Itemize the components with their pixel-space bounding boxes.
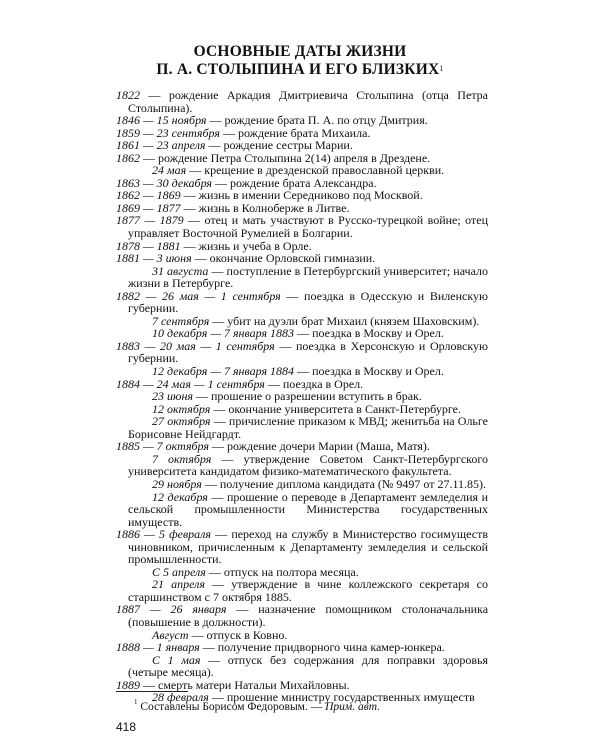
entry-date: 1862 — 1869 bbox=[116, 188, 181, 203]
chronology-entry: 1863 — 30 декабря — рождение брата Александра. bbox=[116, 175, 377, 190]
entry-text: отец и мать участвуют в Русско-турецкой войне; отец управляет Восточной Румелией в Болгарии. bbox=[128, 213, 488, 241]
entry-date: 1862 bbox=[116, 150, 140, 165]
entry-date: С 1 мая bbox=[152, 652, 201, 667]
chronology-entry: 1862 — 1869 — жизнь в имении Середниково под Москвой. bbox=[116, 188, 423, 203]
footnote bbox=[134, 696, 494, 714]
chronology-entry: 1822 — рождение Аркадия Дмитриевича Столыпина (отца Петра Столыпина). bbox=[116, 88, 489, 115]
footnote-mark: 1 bbox=[134, 698, 138, 706]
chronology-entry: 12 декабря — 7 января 1884 — поездка в Москву и Орел. bbox=[152, 364, 444, 379]
chronology-entry: 1884 — 24 мая — 1 сентября — поездка в Орел. bbox=[116, 376, 364, 391]
chronology-entry: 1883 — 20 мая — 1 сентября — поездка в Херсонскую и Орловскую губернии. bbox=[116, 338, 489, 366]
entry-text: утверждение в чине коллежского секретаря со старшинством с 7 октября 1885. bbox=[128, 577, 489, 604]
entry-text: смерть матери Натальи Михайловны. bbox=[158, 677, 350, 692]
chronology-entry: 21 апреля — утверждение в чине коллежского секретаря со старшинством с 7 октября 1885. bbox=[128, 577, 489, 604]
entry-text: прошение о переводе в Департамент земледелия и сельской промышленности Министерства государственных имуществ. bbox=[128, 489, 489, 529]
chronology-entry: С 1 мая — отпуск без содержания для поправки здоровья (четыре месяца). bbox=[128, 652, 488, 680]
entry-text: убит на дуэли брат Михаил (князем Шаховским). bbox=[227, 313, 480, 328]
chronology-entry: 1881 — 3 июня — окончание Орловской гимназии. bbox=[116, 251, 376, 266]
entry-text: поездка в Херсонскую и Орловскую губернии. bbox=[128, 338, 489, 366]
chronology-entry: 31 августа — поступление в Петербургский университет; начало жизни в Петербурге. bbox=[128, 263, 489, 291]
entry-text: отпуск на полтора месяца. bbox=[223, 564, 359, 579]
page-number: 418 bbox=[116, 720, 137, 734]
entry-date: 1877 — 1879 bbox=[116, 213, 184, 228]
chronology-entry: 1869 — 1877 — жизнь в Колноберже в Литве. bbox=[116, 200, 350, 215]
entry-text: поступление в Петербургский университет; начало жизни в Петербурге. bbox=[128, 263, 489, 291]
entry-date: 10 декабря — 7 января 1883 bbox=[152, 326, 295, 341]
entry-date: 23 июня bbox=[152, 389, 193, 404]
entry-text: отпуск в Ковно. bbox=[206, 627, 288, 642]
entry-date: 1846 — 15 ноября bbox=[116, 113, 207, 128]
chronology-entry: 10 декабря — 7 января 1883 — поездка в Москву и Орел. bbox=[152, 326, 444, 341]
entry-date: 27 октября bbox=[152, 414, 211, 429]
chronology-entry: 28 февраля — прошение министру государственных имуществ bbox=[152, 690, 475, 705]
entry-date: 1884 — 24 мая — 1 сентября bbox=[116, 376, 265, 391]
entry-text: жизнь и учеба в Орле. bbox=[198, 238, 312, 253]
entry-date: 29 ноября bbox=[152, 476, 202, 491]
entry-text: рождение Петра Столыпина 2(14) апреля в Дрездене. bbox=[158, 150, 431, 165]
entry-date: 12 октября bbox=[152, 401, 211, 416]
entry-date: 1889 bbox=[116, 677, 140, 692]
chronology-entry: С 5 апреля — отпуск на полтора месяца. bbox=[152, 564, 359, 579]
entry-date: 1883 — 20 мая — 1 сентября bbox=[116, 338, 275, 353]
entry-text: окончание университета в Санкт-Петербурге. bbox=[228, 401, 461, 416]
chronology-entry: 1885 — 7 октября — рождение дочери Марии (Маша, Матя). bbox=[116, 439, 430, 454]
entry-text: жизнь в Колноберже в Литве. bbox=[198, 200, 350, 215]
page-title-line-2 bbox=[0, 60, 600, 79]
entry-date: 1878 — 1881 bbox=[116, 238, 181, 253]
chronology-entry: 1882 — 26 мая — 1 сентября — поездка в Одесскую и Виленскую губернии. bbox=[116, 288, 488, 316]
entry-text: рождение дочери Марии (Маша, Матя). bbox=[226, 439, 430, 454]
chronology-entry: 27 октября — причисление приказом к МВД; женитьба на Ольге Борисовне Нейдгардт. bbox=[128, 414, 488, 441]
entry-text: прошение министру государственных имуществ bbox=[226, 690, 475, 705]
entry-text: поездка в Одесскую и Виленскую губернии. bbox=[128, 288, 488, 316]
title-text-2: П. А. СТОЛЫПИНА И ЕГО БЛИЗКИХ bbox=[156, 61, 440, 78]
chronology-entry: 1861 — 23 апреля — рождение сестры Марии. bbox=[116, 138, 353, 153]
title-text-1: ОСНОВНЫЕ ДАТЫ ЖИЗНИ bbox=[193, 43, 407, 60]
chronology-entry: 1886 — 5 февраля — переход на службу в Министерство госимуществ чиновником, причисленным к Департаменту земледелия и сельской промышленности. bbox=[116, 527, 488, 567]
chronology-entry: 29 ноября — получение диплома кандидата (№ 9497 от 27.11.85). bbox=[152, 476, 487, 491]
entry-date: 31 августа bbox=[152, 263, 209, 278]
entry-text: жизнь в имении Середниково под Москвой. bbox=[198, 188, 423, 203]
entry-date: Август bbox=[152, 627, 189, 642]
chronology-entry: 1888 — 1 января — получение придворного чина камер-юнкера. bbox=[116, 640, 445, 655]
entry-text: прошение о разрешении вступить в брак. bbox=[211, 389, 422, 404]
entry-date: 1861 — 23 апреля bbox=[116, 138, 206, 153]
chronology-entry: 12 октября — окончание университета в Санкт-Петербурге. bbox=[152, 401, 461, 416]
chronology-entry: 1859 — 23 сентября — рождение брата Михаила. bbox=[116, 125, 371, 140]
entry-date: 1863 — 30 декабря bbox=[116, 175, 212, 190]
entry-date: 1882 — 26 мая — 1 сентября bbox=[116, 288, 281, 303]
entry-date: 28 февраля bbox=[152, 690, 209, 705]
entry-date: С 5 апреля bbox=[152, 564, 206, 579]
entry-date: 12 декабря — 7 января 1884 bbox=[152, 364, 295, 379]
chronology-entry: 1877 — 1879 — отец и мать участвуют в Русско-турецкой войне; отец управляет Восточной Румелией в Болгарии. bbox=[116, 213, 488, 241]
entry-date: 1881 — 3 июня bbox=[116, 251, 192, 266]
entry-text: крещение в дрезденской православной церкви. bbox=[204, 163, 445, 178]
entry-text: получение диплома кандидата (№ 9497 от 27.11.85). bbox=[219, 476, 487, 491]
chronology-entry: 1862 — рождение Петра Столыпина 2(14) апреля в Дрездене. bbox=[116, 150, 431, 165]
entry-date: 1886 — 5 февраля bbox=[116, 527, 211, 542]
chronology-entry: 24 мая — крещение в дрезденской православной церкви. bbox=[152, 163, 445, 178]
entry-text: отпуск без содержания для поправки здоровья (четыре месяца). bbox=[128, 652, 488, 680]
entry-text: переход на службу в Министерство госимуществ чиновником, причисленным к Департаменту земледелия и сельской промышленности. bbox=[128, 527, 488, 567]
chronology-entry: 7 октября — утверждение Советом Санкт-Петербургского университета кандидатом физико-математического факультета. bbox=[128, 451, 488, 479]
chronology-entry: 1878 — 1881 — жизнь и учеба в Орле. bbox=[116, 238, 312, 253]
entry-text: окончание Орловской гимназии. bbox=[209, 251, 376, 266]
footnote-divider bbox=[116, 691, 188, 692]
entry-date: 1885 — 7 октября bbox=[116, 439, 209, 454]
entry-text: получение придворного чина камер-юнкера. bbox=[217, 640, 445, 655]
entry-text: причисление приказом к МВД; женитьба на Ольге Борисовне Нейдгардт. bbox=[128, 414, 488, 441]
entry-text: рождение брата Александра. bbox=[229, 175, 377, 190]
entry-date: 1887 — 26 января bbox=[116, 602, 227, 617]
footnote-attribution: Прим. авт. bbox=[325, 700, 381, 713]
chronology-entry: Август — отпуск в Ковно. bbox=[152, 627, 288, 642]
chronology-entry: 1889 — смерть матери Натальи Михайловны. bbox=[116, 677, 350, 692]
entry-text: рождение сестры Марии. bbox=[223, 138, 353, 153]
entry-text: утверждение Советом Санкт-Петербургского университета кандидатом физико-математического факультета. bbox=[128, 451, 488, 479]
page-title-line-1 bbox=[0, 42, 600, 61]
chronology-entry: 23 июня — прошение о разрешении вступить в брак. bbox=[152, 389, 422, 404]
chronology-list bbox=[116, 89, 488, 704]
chronology-entry: 7 сентября — убит на дуэли брат Михаил (князем Шаховским). bbox=[152, 313, 480, 328]
entry-text: поездка в Москву и Орел. bbox=[312, 326, 444, 341]
entry-date: 1859 — 23 сентября bbox=[116, 125, 220, 140]
entry-text: назначение помощником столоначальника (повышение в должности). bbox=[128, 602, 489, 629]
footnote-text: Составлены Борисом Федоровым. — bbox=[140, 700, 326, 713]
entry-text: рождение брата П. А. по отцу Дмитрия. bbox=[224, 113, 428, 128]
chronology-entry: 1887 — 26 января — назначение помощником столоначальника (повышение в должности). bbox=[116, 602, 489, 629]
entry-text: поездка в Орел. bbox=[282, 376, 364, 391]
title-footnote-mark: 1 bbox=[439, 64, 444, 73]
entry-date: 1888 — 1 января bbox=[116, 640, 200, 655]
entry-date: 7 сентября bbox=[152, 313, 210, 328]
entry-date: 21 апреля bbox=[152, 577, 205, 592]
entry-text: рождение брата Михаила. bbox=[237, 125, 371, 140]
entry-date: 1822 bbox=[116, 88, 140, 102]
entry-text: рождение Аркадия Дмитриевича Столыпина (отца Петра Столыпина). bbox=[128, 88, 489, 115]
entry-date: 12 декабря bbox=[152, 489, 208, 504]
chronology-entry: 1846 — 15 ноября — рождение брата П. А. по отцу Дмитрия. bbox=[116, 113, 428, 128]
entry-date: 1869 — 1877 bbox=[116, 200, 181, 215]
chronology-entry: 12 декабря — прошение о переводе в Департамент земледелия и сельской промышленности Министерства государственных имуществ. bbox=[128, 489, 489, 529]
entry-date: 24 мая bbox=[152, 163, 187, 178]
entry-date: 7 октября bbox=[152, 451, 212, 466]
entry-text: поездка в Москву и Орел. bbox=[312, 364, 444, 379]
